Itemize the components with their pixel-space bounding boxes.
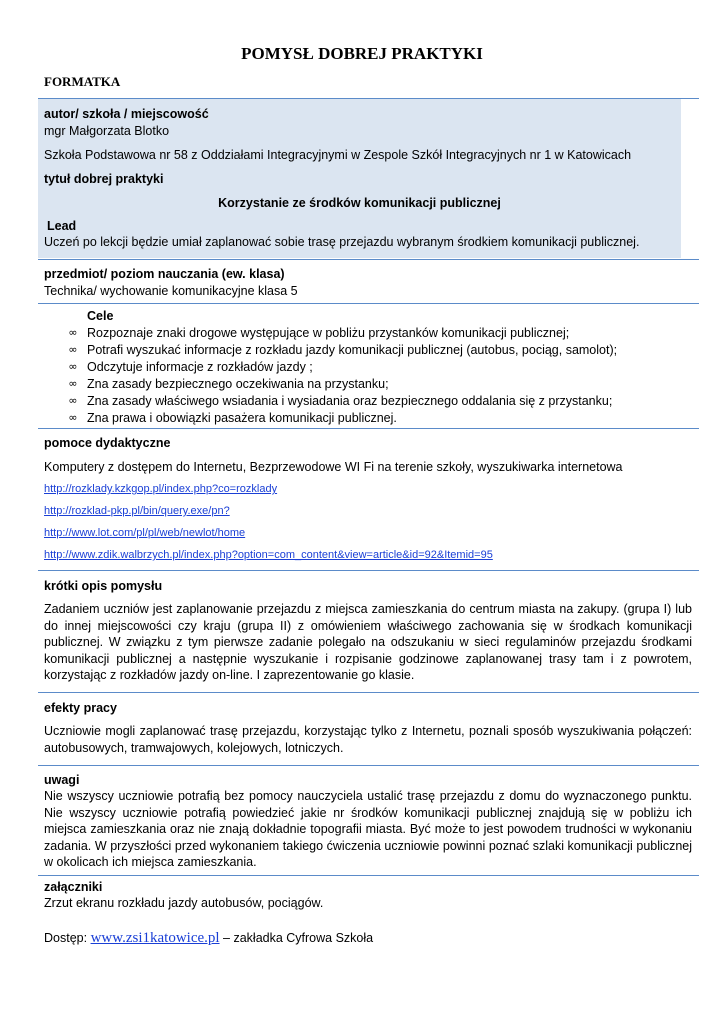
- goal-item: Zna prawa i obowiązki pasażera komunikacji publicznej.: [87, 411, 397, 425]
- timetable-link-kzkgop[interactable]: http://rozklady.kzkgop.pl/index.php?co=rozklady: [44, 483, 278, 495]
- subject-value: Technika/ wychowanie komunikacyjne klasa 5: [44, 284, 298, 298]
- page-title: POMYSŁ DOBREJ PRAKTYKI: [241, 44, 483, 63]
- access-prefix: Dostęp:: [44, 931, 91, 945]
- lead-text: Uczeń po lekcji będzie umiał zaplanować sobie trasę przejazdu wybranym środkiem komunikacji publicznej.: [44, 235, 640, 249]
- goal-item: Potrafi wyszukać informacje z rozkładu jazdy komunikacji publicznej (autobus, pociąg, samolot);: [87, 343, 618, 357]
- school-website-link[interactable]: www.zsi1katowice.pl: [90, 930, 220, 946]
- timetable-link-zdik[interactable]: http://www.zdik.walbrzych.pl/index.php?option=com_content&view=article&id=92&Itemid=95: [44, 549, 493, 561]
- goal-item: Zna zasady bezpiecznego oczekiwania na przystanku;: [87, 377, 389, 391]
- goal-item: Odczytuje informacje z rozkładów jazdy ;: [87, 360, 313, 374]
- aids-text: Komputery z dostępem do Internetu, Bezprzewodowe WI Fi na terenie szkoły, wyszukiwarka internetowa: [44, 460, 623, 474]
- attachments-text: Zrzut ekranu rozkładu jazdy autobusów, pociągów.: [44, 896, 324, 910]
- author-label: autor/ szkoła / miejscowość: [44, 107, 209, 121]
- divider: [38, 259, 699, 260]
- divider: [38, 428, 699, 429]
- subject-label: przedmiot/ poziom nauczania (ew. klasa): [44, 267, 285, 281]
- divider: [38, 765, 699, 766]
- aids-label: pomoce dydaktyczne: [44, 436, 171, 450]
- bullet-icon: ∞: [68, 377, 78, 390]
- form-subtitle: FORMATKA: [44, 74, 121, 89]
- author-name: mgr Małgorzata Blotko: [44, 124, 170, 138]
- access-line: [44, 929, 373, 947]
- remarks-text: Nie wszyscy uczniowie potrafią bez pomocy nauczyciela ustalić trasę przejazdu z domu do wyznaczonego punktu. Nie wszyscy uczniowie potrafią powiedzieć jakie nr środków komunikacji publicznej znajdują się w pobliżu ich miejsca zamieszkania oraz nie znają dokładnie topografii miasta. Być może to jest powodem trudności w wykonaniu zadania. W przyszłości przed wykonaniem takiego ćwiczenia uczniowie powinni poznać szlaki komunikacji publicznej w okolicach ich miejsca zamieszkania.: [44, 789, 692, 870]
- bullet-icon: ∞: [68, 343, 78, 356]
- bullet-icon: ∞: [68, 326, 78, 339]
- bullet-icon: ∞: [68, 411, 78, 424]
- goals-label: Cele: [87, 309, 114, 323]
- practice-title: Korzystanie ze środków komunikacji publicznej: [218, 196, 501, 210]
- goal-item: Rozpoznaje znaki drogowe występujące w pobliżu przystanków komunikacji publicznej;: [87, 326, 570, 340]
- goal-item: Zna zasady właściwego wsiadania i wysiadania oraz bezpiecznego oddalania się z przystanku;: [87, 394, 613, 408]
- bullet-icon: ∞: [68, 360, 78, 373]
- practice-title-label: tytuł dobrej praktyki: [44, 172, 164, 186]
- timetable-link-lot[interactable]: http://www.lot.com/pl/pl/web/newlot/home: [44, 527, 246, 539]
- effects-text: Uczniowie mogli zaplanować trasę przejazdu, korzystając tylko z Internetu, poznali sposób wyszukiwania połączeń: autobusowych, tramwajowych, kolejowych, lotniczych.: [44, 724, 692, 755]
- access-suffix: – zakładka Cyfrowa Szkoła: [219, 931, 374, 945]
- effects-label: efekty pracy: [44, 701, 117, 715]
- remarks-label: uwagi: [44, 773, 80, 787]
- attachments-label: załączniki: [44, 880, 103, 894]
- divider: [38, 692, 699, 693]
- timetable-link-pkp[interactable]: http://rozklad-pkp.pl/bin/query.exe/pn?: [44, 505, 230, 517]
- divider: [38, 303, 699, 304]
- lead-label: Lead: [47, 219, 77, 233]
- school-name: Szkoła Podstawowa nr 58 z Oddziałami Integracyjnymi w Zespole Szkół Integracyjnych nr 1 w Katowicach: [44, 148, 632, 162]
- divider: [38, 875, 699, 876]
- bullet-icon: ∞: [68, 394, 78, 407]
- description-label: krótki opis pomysłu: [44, 579, 163, 593]
- description-text: Zadaniem uczniów jest zaplanowanie przejazdu z miejsca zamieszkania do centrum miasta na zakupy. (grupa I) lub do innej miejscowości czy kraju (grupa II) z omówieniem właściwego zachowania się w środkach komunikacji publicznej. W związku z tym pierwsze zadanie polegało na odszukaniu w sieci regulaminów przejazdu środkami komunikacji publicznej a następnie wyszukanie i rozpisanie godzinowe zaplanowanej trasy tam i z powrotem, korzystając z rozkładów jazdy on-line. I zaprezentowanie go klasie.: [44, 602, 692, 683]
- divider: [38, 570, 699, 571]
